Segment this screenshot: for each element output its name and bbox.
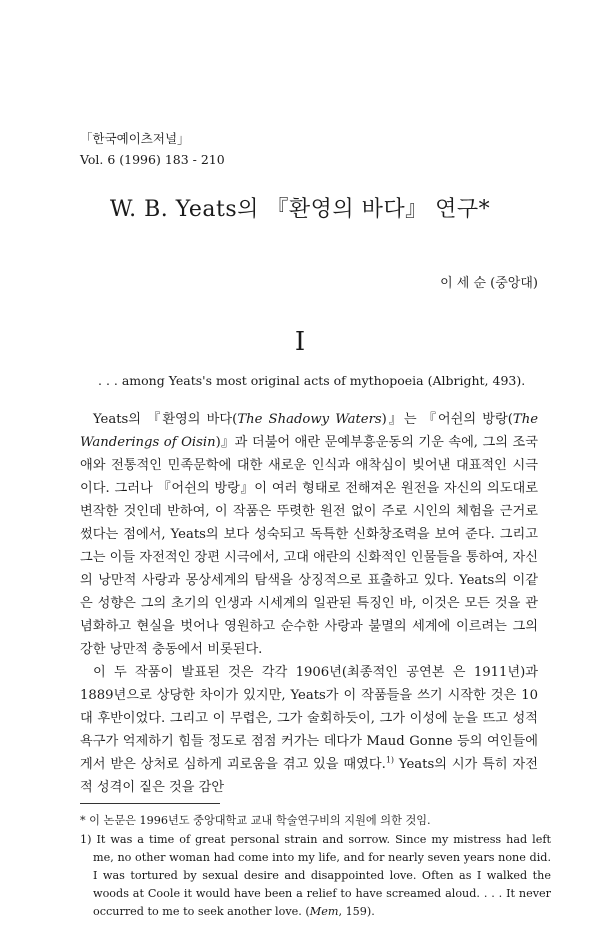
article-title: W. B. Yeats의 『환영의 바다』 연구*	[109, 197, 491, 222]
footnote-1-text-a: 1) It was a time of great personal strain and sorrow. Since my mistress had left me, no other woman had come into my life, and for nearly seven years none did. I was tortured by sexual desire and disappointed love. Often as I walked the woods at Coole it would have been a relief to have screamed aloud. . . . It never occurred to me to seek another love. (	[80, 833, 551, 918]
footnote-1	[80, 831, 551, 921]
footnote-divider	[80, 803, 220, 804]
footnote-1-text-b: , 159).	[338, 905, 375, 918]
footnote-star: * 이 논문은 1996년도 중앙대학교 교내 학술연구비의 지원에 의한 것임.	[80, 814, 431, 827]
section-number: I	[294, 327, 306, 357]
author-line: 이 세 순 (중앙대)	[440, 276, 538, 291]
para1-italic-title-a: The Shadowy Waters	[237, 412, 382, 427]
para1-italic-title-b: The Wanderings of Oisin	[80, 412, 538, 450]
paragraph-2	[80, 661, 538, 799]
para2-text-b: Yeats의 시가 특히 자전적 성격이 짙은 것을 감안	[80, 757, 539, 795]
footnote-1-italic: Mem	[309, 905, 339, 918]
journal-citation: Vol. 6 (1996) 183 - 210	[80, 152, 225, 167]
paragraph-1	[80, 408, 538, 661]
epigraph: . . . among Yeats's most original acts of mythopoeia (Albright, 493).	[98, 373, 526, 388]
body-text	[80, 408, 538, 799]
para1-text-a: Yeats의 『환영의 바다(	[93, 412, 238, 427]
journal-header	[80, 128, 225, 170]
para1-text-c: )』과 더불어 애란 문예부흥운동의 기운 속에, 그의 조국애와 전통적인 민족문학에 대한 새로운 인식과 애착심이 빚어낸 대표적인 시극이다. 그러나 『어쉰의 방랑』이 여러 형태로 전해져온 원전을 자신의 의도대로 변작한 것인데 반하여, 이 작품은 뚜렷한 원전 없이 주로 시인의 체험을 근거로 썼다는 점에서, Yeats의 보다 성숙되고 독특한 신화창조력을 보여 준다. 그리고 그는 이들 자전적인 장편 시극에서, 고대 애란의 신화적인 인물들을 통하여, 자신의 낭만적 사랑과 몽상세계의 탐색을 상징적으로 표출하고 있다. Yeats의 이같은 성향은 그의 초기의 인생과 시세계의 일관된 특징인 바, 이것은 모든 것을 관념화하고 현실을 벗어나 영원하고 순수한 사랑과 불멸의 세계에 이르려는 그의 강한 낭만적 충동에서 비롯된다.	[80, 435, 539, 657]
para1-text-b: )』는 『어쉰의 방랑(	[381, 412, 513, 427]
footnote-marker: 1)	[385, 755, 395, 765]
journal-name: 「한국예이츠저널」	[80, 131, 190, 146]
para2-text-a: 이 두 작품이 발표된 것은 각각 1906년(최종적인 공연본 은 1911년)과 1889년으로 상당한 차이가 있지만, Yeats가 이 작품들을 쓰기 시작한 것은 10대 후반이었다. 그리고 이 무렵은, 그가 술회하듯이, 그가 이성에 눈을 뜨고 성적 욕구가 억제하기 힘들 정도로 점점 커가는 데다가 Maud Gonne 등의 여인들에게서 받은 상처로 심하게 괴로움을 겪고 있을 때였다.	[80, 665, 538, 772]
